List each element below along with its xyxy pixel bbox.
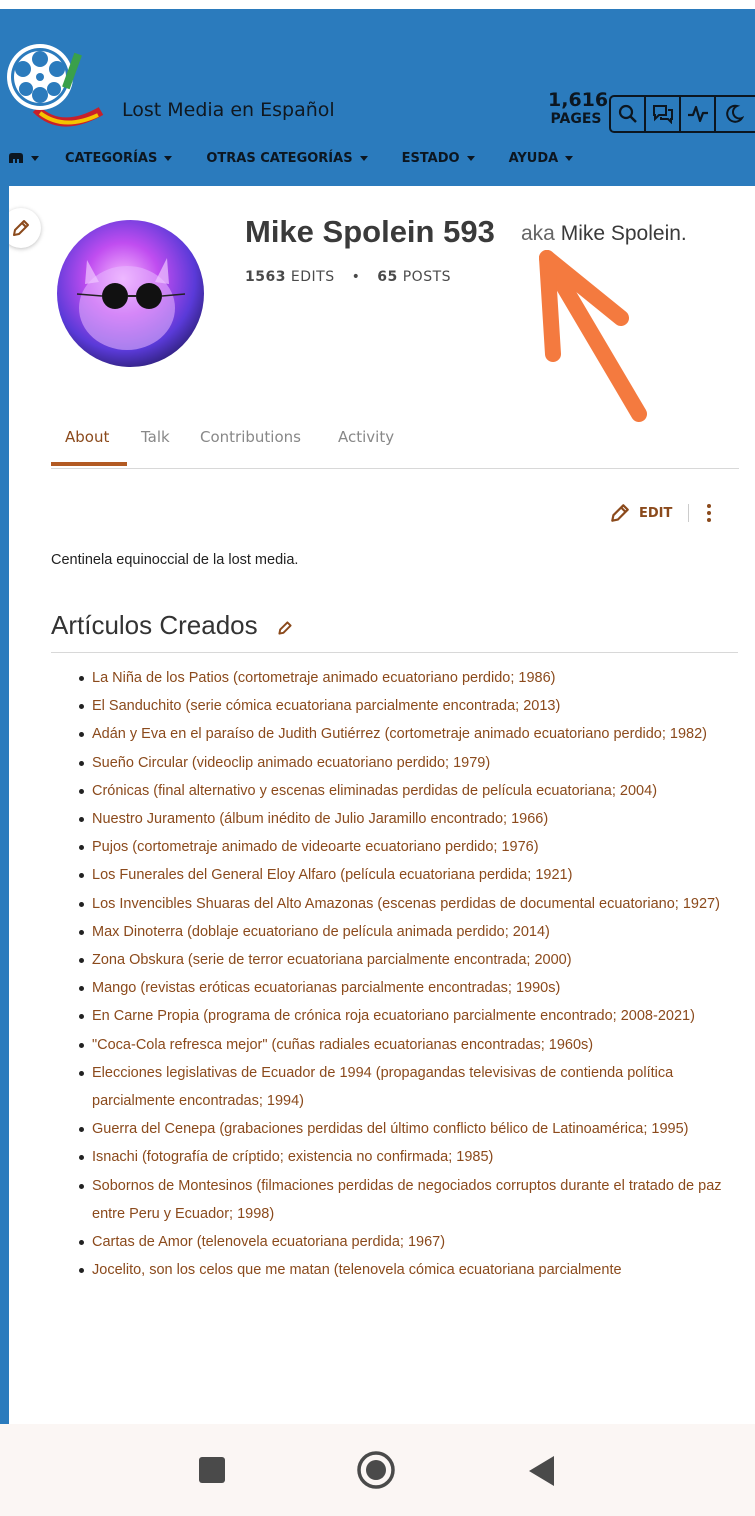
article-link[interactable]: "Coca-Cola refresca mejor" (cuñas radiales ecuatorianas encontradas; 1960s) [92,1031,742,1059]
nav-item-categorias[interactable] [65,151,172,166]
article-link[interactable]: Zona Obskura (serie de terror ecuatoriana parcialmente encontrada; 2000) [92,946,742,974]
article-link[interactable]: Elecciones legislativas de Ecuador de 1994 (propagandas televisivas de contienda política parcialmente encontradas; 1994) [92,1059,742,1115]
wiki-header [0,9,755,189]
top-navigation [8,147,607,169]
pages-count [548,89,609,127]
moon-icon [724,104,744,124]
theme-toggle-button[interactable] [716,97,751,131]
nav-item-label: OTRAS CATEGORÍAS [206,150,353,166]
tab-talk[interactable]: Talk [141,428,170,446]
home-icon[interactable] [356,1450,396,1490]
edit-section-icon[interactable] [277,612,293,643]
edit-button[interactable]: EDIT [639,505,673,521]
chevron-down-icon [467,156,475,161]
article-link[interactable]: Jocelito, son los celos que me matan (telenovela cómica ecuatoriana parcialmente [92,1256,742,1284]
recents-icon[interactable] [198,1454,226,1486]
profile-actions [609,502,711,524]
chevron-down-icon [31,156,39,161]
edits-count: 1563 [245,269,286,285]
more-options-icon[interactable] [707,504,711,522]
chevron-down-icon [360,156,368,161]
article-link[interactable]: Mango (revistas eróticas ecuatorianas parcialmente encontradas; 1990s) [92,974,742,1002]
article-link[interactable]: Guerra del Cenepa (grabaciones perdidas del último conflicto bélico de Latinoamérica; 1995) [92,1115,742,1143]
article-link[interactable]: Adán y Eva en el paraíso de Judith Gutiérrez (cortometraje animado ecuatoriano perdido; 1982) [92,720,742,748]
annotation-arrow [529,246,664,426]
nav-item-estado[interactable] [402,151,475,166]
article-link[interactable]: Isnachi (fotografía de críptido; existencia no confirmada; 1985) [92,1143,742,1171]
system-nav-bar [0,1424,755,1516]
article-link[interactable]: La Niña de los Patios (cortometraje animado ecuatoriano perdido; 1986) [92,664,742,692]
status-strip [0,0,755,9]
header-tools [609,95,755,133]
avatar[interactable] [57,220,204,367]
article-link[interactable]: Los Invencibles Shuaras del Alto Amazonas (escenas perdidas de documental ecuatoriano; 1927) [92,890,742,918]
posts-label: POSTS [402,269,452,285]
profile-bio: Centinela equinoccial de la lost media. [51,552,299,568]
article-link[interactable]: Sobornos de Montesinos (filmaciones perdidas de negociados corruptos durante el tratado de paz entre Peru y Ecuador; 1998) [92,1172,742,1228]
back-icon[interactable] [526,1454,556,1488]
discussions-icon [652,104,674,124]
nav-item-label: CATEGORÍAS [65,150,158,166]
recent-changes-button[interactable] [681,97,716,131]
active-tab-indicator [51,462,127,466]
edits-label: EDITS [290,269,335,285]
aka-name: Mike Spolein. [560,222,687,245]
left-rail [0,189,9,1424]
profile-aka [521,222,687,246]
profile-username: Mike Spolein 593 [245,214,495,249]
recent-changes-icon [687,104,709,124]
nav-item-label: AYUDA [508,150,559,166]
article-link[interactable]: Max Dinoterra (doblaje ecuatoriano de película animada perdido; 2014) [92,918,742,946]
pages-count-label: PAGES [550,111,602,127]
article-link[interactable]: Sueño Circular (videoclip animado ecuatoriano perdido; 1979) [92,749,742,777]
article-link[interactable]: El Sanduchito (serie cómica ecuatoriana parcialmente encontrada; 2013) [92,692,742,720]
aka-word: aka [521,222,555,245]
profile-stats [245,269,451,285]
nav-item-ayuda[interactable] [509,151,574,166]
articles-list [65,664,742,1284]
article-link[interactable]: En Carne Propia (programa de crónica roja ecuatoriano parcialmente encontrado; 2008-2021) [92,1002,742,1030]
tab-activity[interactable]: Activity [338,428,395,446]
tab-about[interactable]: About [65,428,110,446]
article-link[interactable]: Pujos (cortometraje animado de videoarte ecuatoriano perdido; 1976) [92,833,742,861]
section-heading [51,610,738,653]
divider [688,504,689,522]
edit-page-button[interactable] [9,208,41,248]
nav-item-otras-categorias[interactable] [206,151,367,166]
pencil-icon [11,218,31,238]
nav-item-label: ESTADO [401,150,460,166]
pages-count-number: 1,616 [548,89,609,111]
article-link[interactable]: Cartas de Amor (telenovela ecuatoriana perdida; 1967) [92,1228,742,1256]
profile-tabs [51,418,739,469]
section-title: Artículos Creados [51,610,258,640]
profile-content [9,186,755,1424]
discussions-button[interactable] [646,97,681,131]
article-link[interactable]: Crónicas (final alternativo y escenas eliminadas perdidas de película ecuatoriana; 2004) [92,777,742,805]
chevron-down-icon [565,156,573,161]
article-link[interactable]: Los Funerales del General Eloy Alfaro (película ecuatoriana perdida; 1921) [92,861,742,889]
stats-separator: • [351,269,361,285]
nav-wiki-menu[interactable] [8,152,39,164]
article-link[interactable]: Nuestro Juramento (álbum inédito de Julio Jaramillo encontrado; 1966) [92,805,742,833]
chevron-down-icon [164,156,172,161]
search-icon [618,104,638,124]
film-reel-logo[interactable] [6,39,106,129]
posts-count: 65 [377,269,398,285]
tab-contributions[interactable]: Contributions [200,428,301,446]
fandom-icon [8,152,24,164]
wiki-name[interactable]: Lost Media en Español [122,99,335,121]
pencil-icon [609,502,631,524]
search-button[interactable] [611,97,646,131]
